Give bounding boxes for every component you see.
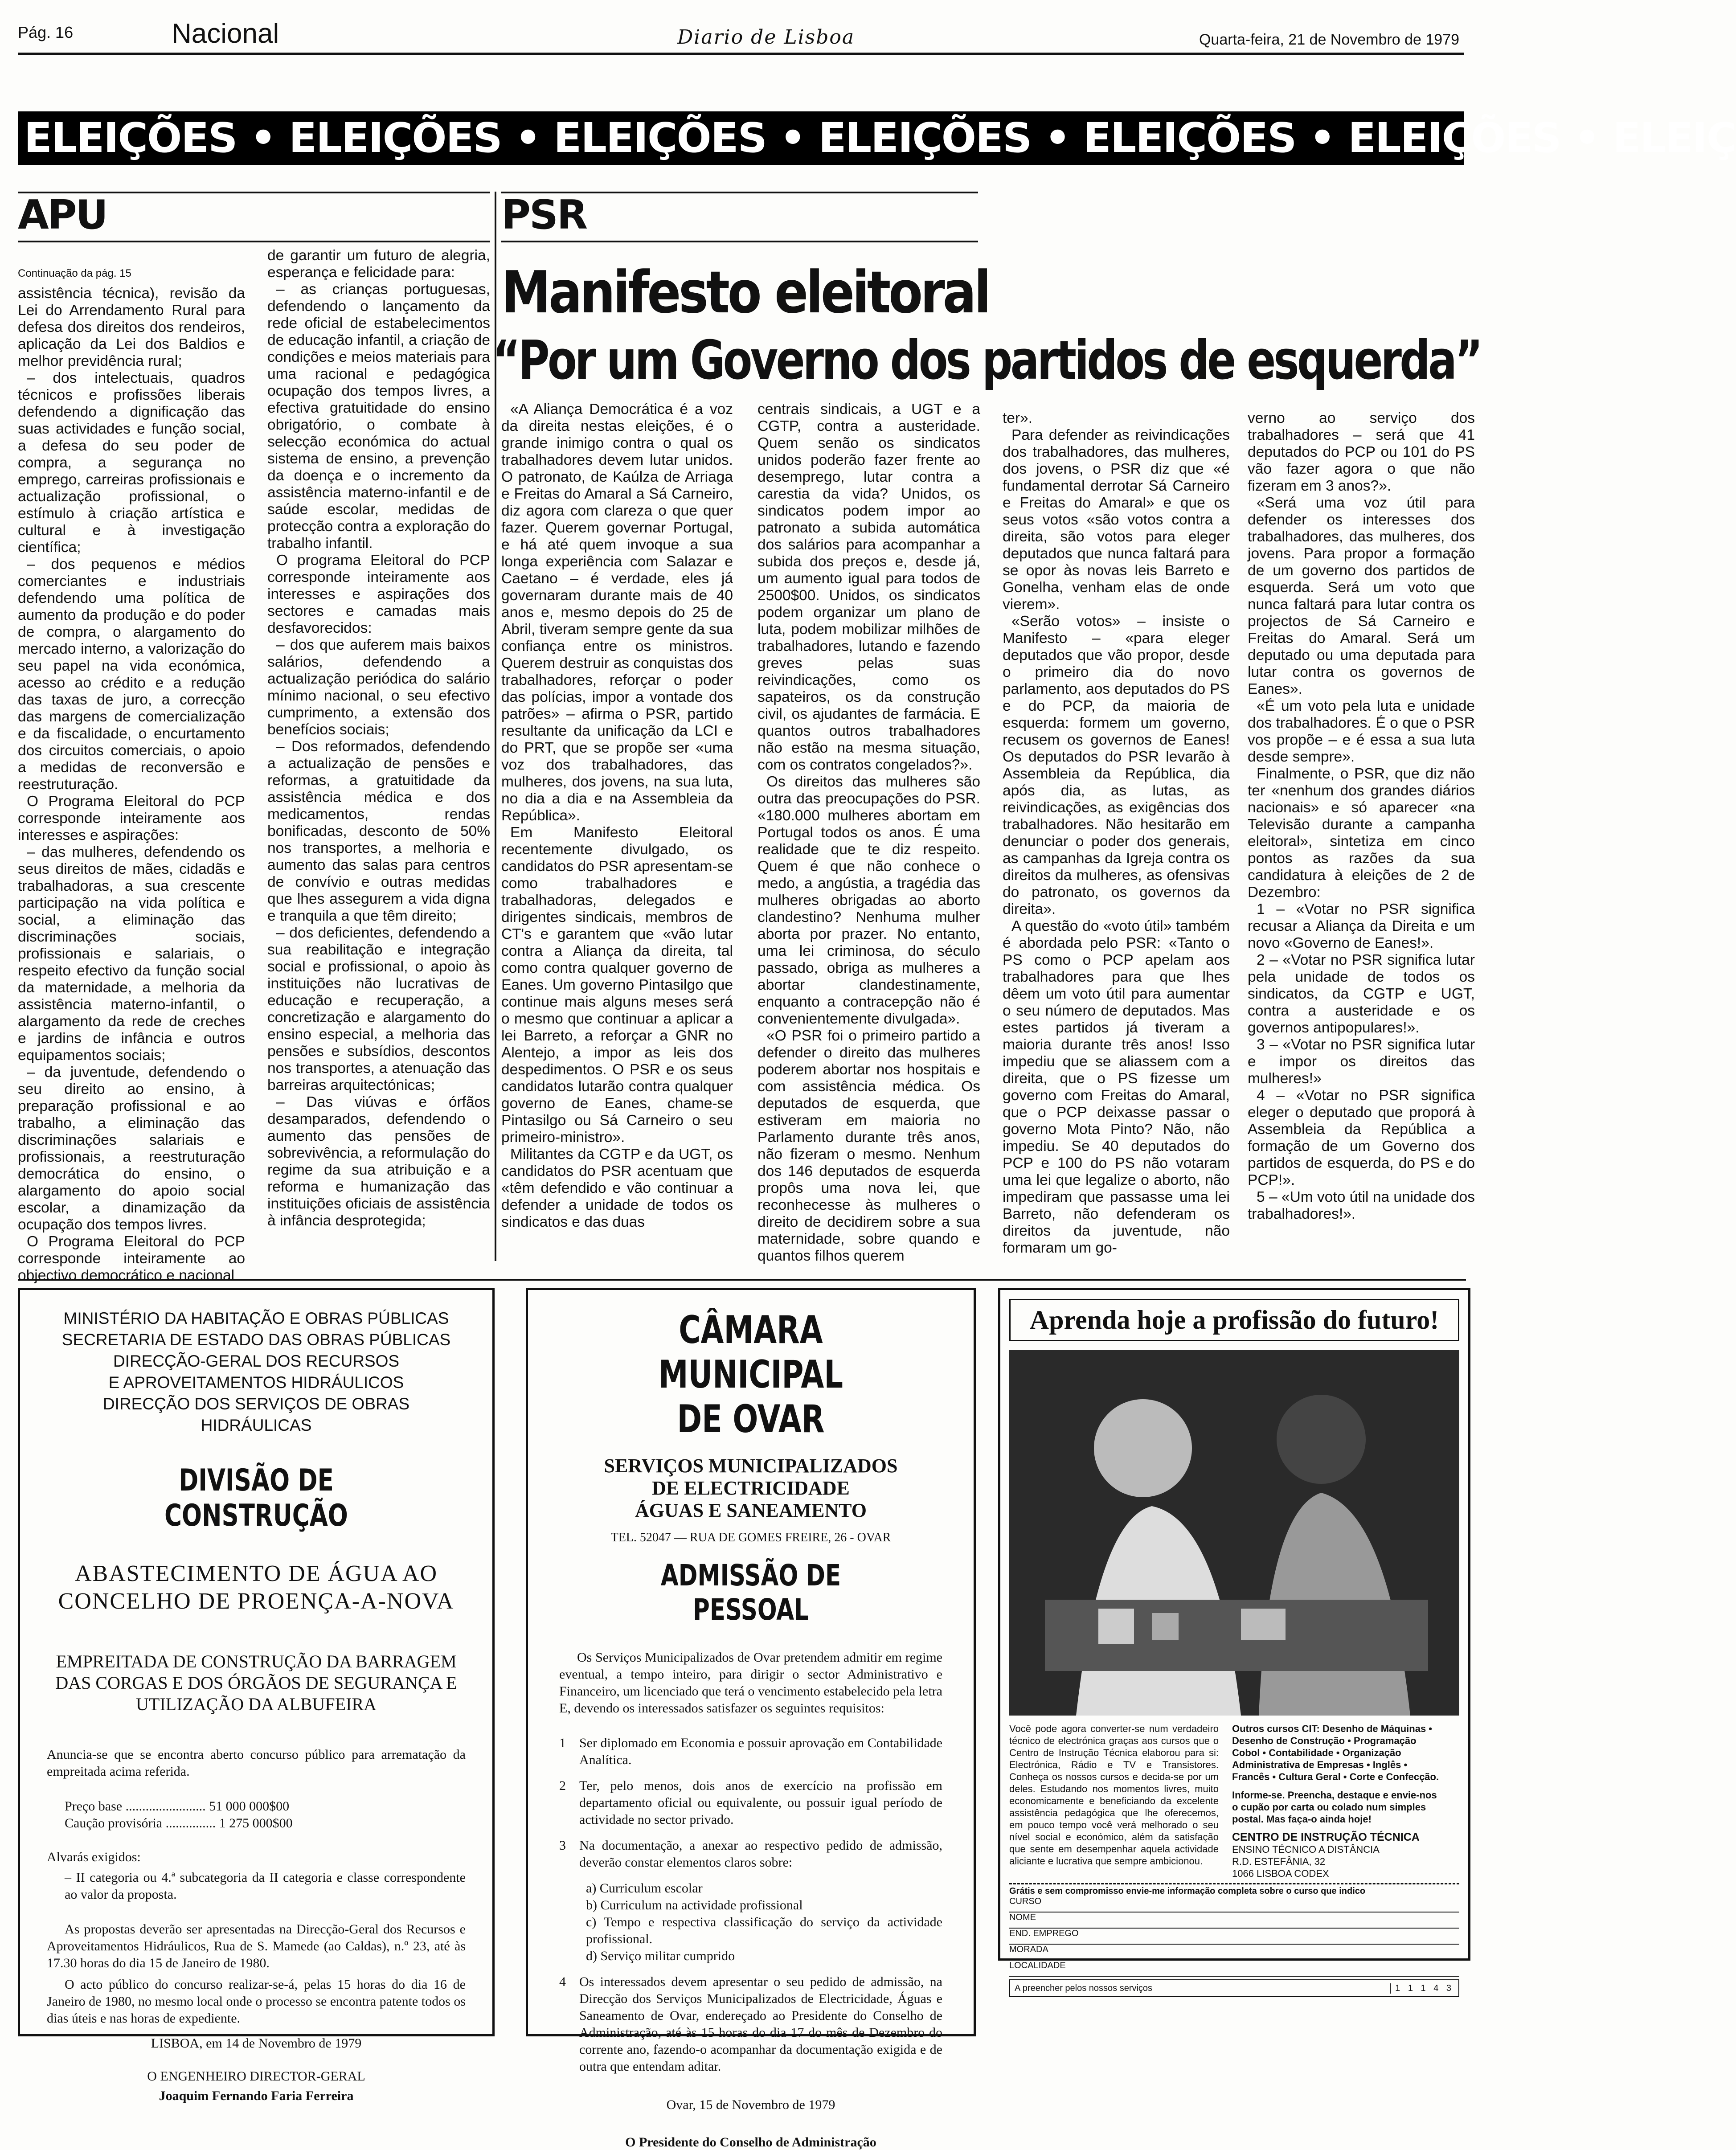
ad-cit-coupon [1009,1883,1459,1997]
paragraph: – das mulheres, defendendo os seus direitos de mães, cidadãs e trabalhadoras, a sua crescente participação na vida política e social, a eliminação das discriminações sociais, profissionais e salariais, o respeito efectivo da função social da maternidade, a melhoria da assistência materno-infantil, o alargamento da rede de creches e jardins de infância e outros equipamentos sociais; [18,844,245,1064]
paragraph: verno ao serviço dos trabalhadores – será que 41 deputados do PCP ou 101 do PS vão fazer agora o que não fizeram em 3 anos?». [1248,410,1475,494]
paragraph: «Será uma voz útil para defender os interesses dos trabalhadores, das mulheres, dos jovens. Para propor a formação de um governo dos partidos de esquerda. Será um voto que nunca faltará para lutar contra os projectos de Sá Carneiro e Freitas do Amaral. Será um deputado ou uma deputada para lutar contra os governos de Eanes». [1248,495,1475,697]
paragraph: 5 – «Um voto útil na unidade dos trabalhadores!». [1248,1189,1475,1222]
ad-ministerio-signer: Joaquim Fernando Faria Ferreira [159,2089,354,2103]
ad-ministerio-works: EMPREITADA DE CONSTRUÇÃO DA BARRAGEM DAS CORGAS E DOS ÓRGÃOS DE SEGURANÇA E UTILIZAÇÃO DA ALBUFEIRA [55,1651,457,1714]
paragraph: – dos deficientes, defendendo a sua reabilitação e integração social e profissional, o apoio às instituições não lucrativas de educação e recuperação, a concretização e alargamento do ensino especial, a melhoria das pensões e subsídios, descontos nos transportes, a atenuação das barreiras arquitectónicas; [267,925,490,1093]
psr-subheadline: “Por um Governo dos partidos de esquerda” [492,330,1481,392]
apu-top-rule [18,192,490,193]
bond-label: Caução provisória [65,1816,163,1831]
ad-cit-left-text: Você pode agora converter-se num verdadeiro técnico de electrónica graças aos cursos que o Centro de Instrução Técnica elaborou para si: Electrónica, Rádio e TV e Transistores. Conheça os nossos cursos e decida-se por um deles. Estudando nos momentos livres, muito economicamente e beneficiando da excelente assistência pedagógica que lhe oferecemos, em pouco tempo você verá melhorado o seu nível social e económico, além da satisfação que sente em desempenhar aquela actividade aliciante e lucrativa que sempre ambicionou. [1009,1723,1219,1867]
ad-ministerio-prices: Preço base ........................ 51 000 000$00 Caução provisória ............... 1 275 000$00 [65,1799,293,1831]
psr-column-4 [1248,410,1475,1223]
ad-ovar-contact: TEL. 52047 — RUA DE GOMES FREIRE, 26 - OVAR [610,1531,891,1544]
apu-column-2 [267,247,490,1229]
requirement-3-items [559,1880,942,1965]
paragraph: 3 – «Votar no PSR significa lutar e impor os direitos das mulheres!» [1248,1036,1475,1087]
item: b) Curriculum na actividade profissional [586,1898,803,1912]
paragraph: Para defender as reivindicações dos trabalhadores, das mulheres, dos jovens, o PSR diz que «é fundamental derrotar Sá Carneiro e Freitas do Amaral» e que os seus votos «são votos contra a direita, são votos para eleger deputados que nunca faltará para se opor às novas leis Barreto e Gonelha, venham elas de onde vierem». [1003,427,1230,613]
ad-ovar-intro: Os Serviços Municipalizados de Ovar pretendem admitir em regime eventual, a tempo inteiro, para dirigir o sector Administrativo e Financeiro, um licenciado que terá o vencimento estabelecido pela letra E, devendo os interessados satisfazer os seguintes requisitos: [559,1650,942,1716]
ad-ministerio-signer-title: O ENGENHEIRO DIRECTOR-GERAL [147,2069,365,2084]
price-label: Preço base [65,1799,123,1814]
ad-ministerio-date: LISBOA, em 14 de Novembro de 1979 [151,2036,362,2051]
ad-ovar-heading: ADMISSÃO DE PESSOAL [660,1558,841,1627]
paragraph: de garantir um futuro de alegria, esperança e felicidade para: [267,247,490,281]
paragraph: Finalmente, o PSR, que diz não ter «nenhum dos grandes diários nacionais» e só aparecer «na Televisão durante a campanha eleitoral», sintetiza em cinco pontos as razões da sua candidatura à eleições de 2 de Dezembro: [1248,766,1475,901]
coupon-field-name[interactable]: NOME [1009,1912,1459,1929]
apu-continued: Continuação da pág. 15 [18,267,131,279]
paragraph: Os direitos das mulheres são outra das preocupações do PSR. «180.000 mulheres abortam em Portugal todos os anos. É uma realidade que te diz respeito. Quem é que não conhece o medo, a angústia, a tragédia das mulheres obrigadas ao aborto clandestino? Nenhuma mulher aborta por prazer. No entanto, uma lei criminosa, do século passado, obriga as mulheres a abortar clandestinamente, enquanto a contracepção não é convenientemente divulgada». [757,774,980,1027]
line: DIRECÇÃO DOS SERVIÇOS DE OBRAS HIDRÁULICAS [102,1395,410,1434]
elections-banner: ELEIÇÕES • ELEIÇÕES • ELEIÇÕES • ELEIÇÕES • ELEIÇÕES • ELEIÇÕES • ELEIÇ [18,111,1464,165]
line: DIRECÇÃO-GERAL DOS RECURSOS [113,1352,400,1370]
paragraph: – as crianças portuguesas, defendendo o lançamento da rede oficial de estabelecimentos de educação infantil, a criação de condições e meios materiais para uma racional e pedagógica ocupação dos tempos livres, a efectiva gratuitidade do ensino obrigatório, o combate à selecção económica do actual sistema de ensino, a prevenção da doença e o incremento da assistência materno-infantil e de saúde escolar, medidas de protecção contra a exploração do trabalho infantil. [267,281,490,552]
ad-cit-inform: Informe-se. Preencha, destaque e envie-nos o cupão por carta ou colado num simples postal. Mas faça-o ainda hoje! [1232,1790,1437,1825]
paragraph: centrais sindicais, a UGT e a CGTP, contra a austeridade. Quem senão os sindicatos unidos poderão fazer frente ao desemprego, lutar contra a carestia da vida? Unidos, os sindicatos podem impor ao patronato a subida automática dos salários para acompanhar a subida dos preços e, desde já, um aumento igual para todos de 2500$00. Unidos, os sindicatos podem organizar um plano de luta, podem mobilizar milhões de trabalhadores, lutando e fazendo greves pelas suas reivindicações, como os sapateiros, os da construção civil, os ajudantes de farmácia. E quantos outros trabalhadores não estão na mesma situação, com os contratos congelados?». [757,401,980,773]
issue-date: Quarta-feira, 21 de Novembro de 1979 [1199,31,1459,48]
ad-ovar-services [559,1455,942,1522]
ad-ovar [526,1288,976,2150]
apu-bottom-rule [18,241,490,242]
header-rule [18,53,1464,55]
paragraph: – Das viúvas e órfãos desamparados, defendendo o aumento das pensões de sobrevivência, a reformulação do regime da sua atribuição e a reforma e humanização das instituições oficiais de assistência à infância desprotegida; [267,1094,490,1229]
line: SECRETARIA DE ESTADO DAS OBRAS PÚBLICAS [61,1331,451,1349]
ad-cit-text [1009,1723,1459,1880]
ad-cit-company2: ENSINO TÉCNICO A DISTÂNCIA [1232,1844,1380,1855]
item: c) Tempo e respectiva classificação do serviço da actividade profissional. [586,1915,942,1946]
line: E APROVEITAMENTOS HIDRÁULICOS [108,1373,404,1392]
paragraph: – da juventude, defendendo o seu direito ao ensino, à preparação profissional e ao trabalho, a eliminação das discriminações salariais e profissionais, a reestruturação democrática do ensino, o alargamento do apoio social escolar, a dinamização da ocupação dos tempos livres. [18,1064,245,1233]
paragraph: «Serão votos» – insiste o Manifesto – «para eleger deputados que vão propor, desde o primeiro dia do novo parlamento, aos deputados do PS e do PCP, da maioria de esquerda: formem um governo, recusem os governos de Eanes! Os deputados do PSR levarão à Assembleia da República, dia após dia, as lutas, as reivindicações, as exigências dos trabalhadores. Não hesitarão em denunciar o poder dos generais, as campanhas da Igreja contra os direitos da mulheres, as ofensivas do patronato, os governos da direita». [1003,613,1230,917]
paragraph: – dos que auferem mais baixos salários, defendendo a actualização periódica do salário mínimo nacional, o seu efectivo cumprimento, a extensão dos benefícios sociais; [267,637,490,738]
requirement-1: 1 Ser diplomado em Economia e possuir aprovação em Contabilidade Analítica. [559,1736,942,1767]
paragraph: Em Manifesto Eleitoral recentemente divulgado, os candidatos do PSR apresentam-se como trabalhadores e trabalhadoras, delegados e dirigentes sindicais, membros de CT's e garantem que «vão lutar contra a Aliança da direita, tal como contra qualquer governo de Eanes. Um governo Pintasilgo que continue mais alguns meses será o mesmo que continuar a aplicar a lei Barreto, a reforçar a GNR no Alentejo, a impor as leis dos despedimentos. O PSR e os seus candidatos lutarão contra qualquer governo de Eanes, chame-se Pintasilgo ou Sá Carneiro o seu primeiro-ministro». [501,824,733,1146]
ad-cit [998,1288,1470,1993]
ad-ministerio [18,1288,495,2103]
coupon-field-locality[interactable]: LOCALIDADE [1009,1961,1459,1977]
technicians-photo-icon [1009,1350,1459,1716]
line: SERVIÇOS MUNICIPALIZADOS [604,1455,898,1477]
ad-ministerio-permits-title: Alvarás exigidos: [47,1850,141,1864]
paragraph: – dos pequenos e médios comerciantes e industriais defendendo uma política de aumento da produção e do poder de compra, o alargamento do mercado interno, a valorização do seu papel na vida económica, acesso ao crédito e a redução das taxas de juro, a correcção das margens de comercialização e da fiscalidade, o encurtamento dos circuitos comerciais, o apoio a medidas de reconversão e reestruturação. [18,556,245,793]
price-value: 51 000 000$00 [209,1799,290,1814]
paragraph: 4 – «Votar no PSR significa eleger o deputado que proporá à Assembleia da República a formação de um Governo dos partidos de esquerda, do PS e do PCP!». [1248,1087,1475,1188]
paragraph: ter». [1003,410,1033,426]
paragraph: 2 – «Votar no PSR significa lutar pela unidade de todos os sindicatos, da CGTP e UGT, contra a austeridade e os governos antipopulares!». [1248,952,1475,1036]
ad-cit-company: CENTRO DE INSTRUÇÃO TÉCNICA [1232,1831,1420,1843]
ad-cit-address2: 1066 LISBOA CODEX [1232,1868,1329,1879]
item: d) Serviço militar cumprido [586,1949,735,1963]
line: MINISTÉRIO DA HABITAÇÃO E OBRAS PÚBLICAS [63,1309,449,1327]
line: DE OVAR [677,1397,825,1442]
ad-cit-title: Aprenda hoje a profissão do futuro! [1009,1299,1459,1341]
ad-cit-photo [1009,1350,1459,1716]
requirement-2: 2 Ter, pelo menos, dois anos de exercício na profissão em departamento oficial ou equivalente, ou possuir igual período de actividade no sector privado. [559,1778,942,1827]
paragraph: Militantes da CGTP e da UGT, os candidatos do PSR acentuam que «têm defendido e vão continuar a defender a unidade de todos os sindicatos e das duas [501,1146,733,1230]
requirement-3: 3 Na documentação, a anexar ao respectivo pedido de admissão, deverão constar elementos claros sobre: [559,1838,942,1870]
paragraph: – Dos reformados, defendendo a actualização de pensões e reformas, a gratuitidade da assistência médica e dos medicamentos, rendas bonificadas, desconto de 50% nos transportes, a melhoria e aumento das salas para centros de convívio e outras medidas que lhes assegurem a vida digna e tranquila a que têm direito; [267,738,490,924]
section-name: Nacional [172,18,279,49]
coupon-field-course[interactable]: CURSO [1009,1896,1459,1912]
psr-column-3 [1003,410,1230,1257]
coupon-field-address[interactable]: MORADA [1009,1945,1459,1961]
ad-ministerio-act: O acto público do concurso realizar-se-á, pelas 15 horas do dia 16 de Janeiro de 1980, no mesmo local onde o processo se encontra patente todos os dias úteis e nas horas de expediente. [47,1977,466,2026]
psr-headline: Manifesto eleitoral [501,258,989,326]
ad-ministerio-permits: – II categoria ou 4.ª subcategoria da II categoria e classe correspondente ao valor da proposta. [65,1870,466,1902]
item: a) Curriculum escolar [586,1881,703,1896]
ad-ovar-title [602,1308,901,1442]
psr-bottom-rule [501,241,978,242]
ad-ministerio-division: DIVISÃO DE CONSTRUÇÃO [164,1463,348,1533]
line: CÂMARA MUNICIPAL [658,1308,843,1397]
newspaper-title: Diario de Lisboa [677,26,855,49]
line: DE ELECTRICIDADE [652,1477,850,1499]
ad-cit-address1: R.D. ESTEFÂNIA, 32 [1232,1856,1326,1867]
paragraph: «É um voto pela luta e unidade dos trabalhadores. É o que o PSR vos propõe – e é essa a sua luta desde sempre». [1248,698,1475,765]
paragraph: «O PSR foi o primeiro partido a defender o direito das mulheres poderem abortar nos hospitais e com assistência médica. Os deputados de esquerda, que estiveram em maioria no Parlamento durante três anos, não fizeram o mesmo. Nenhum dos 146 deputados de esquerda propôs uma nova lei, que reconhecesse às mulheres o direito de decidirem sobre a sua maternidade, sobre quando e quantos filhos querem [757,1028,980,1264]
paragraph: «A Aliança Democrática é a voz da direita nestas eleições, é o grande inimigo contra o qual os trabalhadores devem lutar unidos. O patronato, de Kaúlza de Arriaga e Freitas do Amaral a Sá Carneiro, diz agora com clareza o que quer fazer. Querem governar Portugal, e há até quem invoque a sua longa experiência com Salazar e Caetano – é verdade, eles já governaram durante mais de 40 anos e, mesmo depois do 25 de Abril, tiveram sempre gente da sua confiança entre os ministros. Querem destruir as conquistas dos trabalhadores, reforçar o poder das polícias, impor a vontade dos patrões» – afirma o PSR, partido resultante da unificação da LCI e do PRT, que se propõe ser «uma voz dos trabalhadores, das mulheres, dos jovens, na sua luta, no dia a dia e na Assembleia da República». [501,401,733,824]
ad-ministerio-proposals: As propostas deverão ser apresentadas na Direcção-Geral dos Recursos e Aproveitamentos Hidráulicos, Rua de S. Mamede (ao Caldas), n.º 23, até às 17.30 horas do dia 15 de Janeiro de 1980. [47,1922,466,1970]
page-number: Pág. 16 [18,23,74,41]
ad-cit-courses: Outros cursos CIT: Desenho de Máquinas • Desenho de Construção • Programação Cobol • Contabilidade • Organização Administrativa de Empresas • Inglês • Francês • Cultura Geral • Corte e Confecção. [1232,1723,1439,1782]
ad-ovar-date: Ovar, 15 de Novembro de 1979 [666,2097,835,2112]
ads-top-rule [18,1279,1466,1281]
coupon-field-employer[interactable]: END. EMPREGO [1009,1929,1459,1945]
paragraph: A questão do «voto útil» também é abordada pelo PSR: «Tanto o PS como o PCP apelam aos trabalhadores para que lhes dêem um voto útil para aumentar o seu número de deputados. Mas estes partidos já tiveram a maioria durante três anos! Isso impediu que se aliassem com a direita, que o PS fizesse um governo com Freitas do Amaral, que o PCP deixasse passar o governo Mota Pinto? Não, não impediu. Se 40 deputados do PCP e 100 do PS não votaram uma lei que legalize o aborto, não impediram que passasse uma lei Barreto, não defenderam os direitos da juventude, não formaram um go- [1003,918,1230,1256]
paragraph: assistência técnica), revisão da Lei do Arrendamento Rural para defesa dos direitos dos rendeiros, aplicação da Lei dos Baldios e melhor previdência rural; [18,285,245,369]
apu-title: APU [18,192,107,238]
ad-ovar-signer: O Presidente do Conselho de Administração [625,2135,876,2150]
requirement-4: 4 Os interessados devem apresentar o seu pedido de admissão, na Direcção dos Serviços Municipalizados de Electricidade, Águas e Saneamento de Ovar, endereçado ao Presidente do Conselho de Administração, até às 15 horas do dia 17 do mês de Dezembro do corrente ano, fazendo-o acompanhar da documentação exigida e de outra que entendam aditar. [559,1974,942,2074]
coupon-code: 1 1 1 4 3 [1390,1983,1458,1994]
ad-ovar-requirements [559,1735,942,2075]
paragraph: O Programa Eleitoral do PCP corresponde inteiramente aos interesses e aspirações: [18,793,245,844]
psr-column-1 [501,401,733,1231]
paragraph: O Programa Eleitoral do PCP corresponde inteiramente ao objectivo democrático e nacional [18,1233,245,1284]
ad-ministerio-heading [47,1308,466,1436]
paragraph: 1 – «Votar no PSR significa recusar a Aliança da Direita e um novo «Governo de Eanes!». [1248,901,1475,951]
ad-ministerio-subject: ABASTECIMENTO DE ÁGUA AO CONCELHO DE PROENÇA-A-NOVA [58,1561,454,1614]
line: ÁGUAS E SANEAMENTO [635,1499,867,1521]
ad-cit-right [1232,1723,1441,1880]
paragraph: – dos intelectuais, quadros técnicos e profissões liberais defendendo a dignificação das suas actividades e função social, a defesa do seu poder de compra, a segurança no emprego, carreiras profissionais e actualização profissional, o estímulo à criação artística e cultural e à investigação científica; [18,370,245,556]
bond-value: 1 275 000$00 [219,1816,293,1831]
apu-column-1 [18,285,245,1284]
ad-cit-coupon-footer [1009,1979,1459,1997]
coupon-footer-label: A preencher pelos nossos serviços [1015,1983,1153,1993]
psr-title: PSR [501,192,587,238]
ad-cit-coupon-head: Grátis e sem compromisso envie-me informação completa sobre o curso que indico [1009,1886,1366,1896]
psr-column-2 [757,401,980,1265]
ad-ministerio-intro: Anuncia-se que se encontra aberto concurso público para arrematação da empreitada acima referida. [47,1747,466,1779]
paragraph: O programa Eleitoral do PCP corresponde inteiramente aos interesses e aspirações dos sectores e camadas mais desfavorecidos: [267,552,490,636]
